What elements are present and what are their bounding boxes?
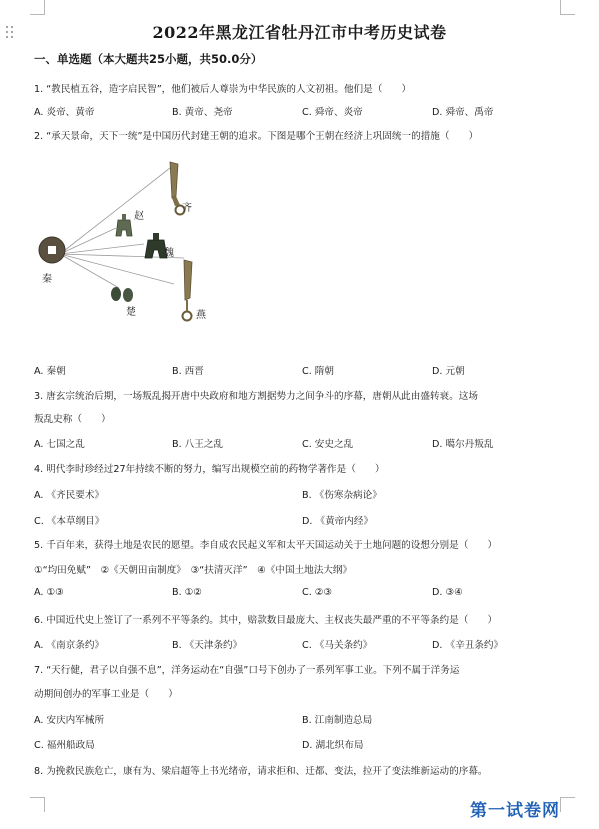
- coins-unification-figure: [34, 150, 234, 350]
- question-5-items: ①“均田免赋” ②《天朝田亩制度》 ③“扶清灭洋” ④《中国土地法大纲》: [34, 565, 353, 576]
- q3-option-b[interactable]: B. 八王之乱: [172, 439, 224, 450]
- question-1-stem: 1. “教民植五谷，造字启民智”，他们被后人尊崇为中华民族的人文初祖。他们是（ ）: [34, 84, 412, 95]
- q6-option-b[interactable]: B. 《天津条约》: [172, 640, 243, 651]
- question-3-stem-line1: 3. 唐玄宗统治后期，一场叛乱揭开唐中央政府和地方割据势力之间争斗的序幕，唐朝从此由盛转衰。这场: [34, 391, 478, 402]
- chu-ant-nose-coins-icon: [111, 287, 133, 302]
- q6-option-c[interactable]: C. 《马关条约》: [302, 640, 373, 651]
- label-qi: 齐: [182, 203, 192, 214]
- question-7-stem-line2: 动期间创办的军事工业是（ ）: [34, 689, 178, 700]
- q2-option-d[interactable]: D. 元朝: [432, 366, 465, 377]
- label-yan: 燕: [196, 310, 206, 321]
- coins-diagram: [34, 150, 234, 350]
- q4-option-c[interactable]: C. 《本草纲目》: [34, 516, 105, 527]
- question-3-stem-line2: 叛乱史称（ ）: [34, 414, 111, 425]
- label-wei: 魏: [164, 248, 174, 259]
- q3-option-c[interactable]: C. 安史之乱: [302, 439, 354, 450]
- question-2-stem: 2. “承天景命，天下一统”是中国历代封建王朝的追求。下图是哪个王朝在经济上巩固统一的措施（ ）: [34, 131, 479, 142]
- q7-option-d[interactable]: D. 湖北织布局: [302, 740, 364, 751]
- q6-option-a[interactable]: A. 《南京条约》: [34, 640, 105, 651]
- qin-coin-icon: [39, 237, 65, 263]
- q7-option-a[interactable]: A. 安庆内军械所: [34, 715, 105, 726]
- exam-title: 2022年黑龙江省牡丹江市中考历史试卷: [152, 23, 447, 42]
- q4-option-b[interactable]: B. 《伤寒杂病论》: [302, 490, 382, 501]
- yan-knife-coin-icon: [183, 260, 193, 321]
- q1-option-a[interactable]: A. 炎帝、黄帝: [34, 107, 95, 118]
- q5-option-b[interactable]: B. ①②: [172, 587, 202, 598]
- question-5-stem: 5. 千百年来，获得土地是农民的愿望。李自成农民起义军和太平天国运动关于土地问题的设想分别是（ ）: [34, 540, 498, 551]
- q1-option-c[interactable]: C. 舜帝、炎帝: [302, 107, 363, 118]
- q4-option-d[interactable]: D. 《黄帝内经》: [302, 516, 374, 527]
- question-8-stem: 8. 为挽救民族危亡，康有为、梁启超等上书光绪帝，请求拒和、迁都、变法，拉开了变法维新运动的序幕。: [34, 766, 488, 777]
- q4-option-a[interactable]: A. 《齐民要术》: [34, 490, 105, 501]
- label-zhao: 赵: [134, 211, 144, 222]
- q2-option-b[interactable]: B. 西晋: [172, 366, 204, 377]
- zhao-spade-coin-icon: [116, 214, 132, 236]
- label-qin: 秦: [42, 274, 52, 285]
- crop-mark-bottom-right: [560, 797, 575, 812]
- label-chu: 楚: [126, 307, 136, 318]
- crop-mark-top-left: [30, 0, 45, 15]
- q1-option-b[interactable]: B. 黄帝、尧帝: [172, 107, 233, 118]
- q6-option-d[interactable]: D. 《辛丑条约》: [432, 640, 504, 651]
- q5-option-a[interactable]: A. ①③: [34, 587, 64, 598]
- q3-option-d[interactable]: D. 噶尔丹叛乱: [432, 439, 494, 450]
- q5-option-c[interactable]: C. ②③: [302, 587, 332, 598]
- q3-option-a[interactable]: A. 七国之乱: [34, 439, 85, 450]
- crop-mark-bottom-left: [30, 797, 45, 812]
- section-heading: 一、单选题（本大题共25小题，共50.0分）: [34, 52, 263, 66]
- q5-option-d[interactable]: D. ③④: [432, 587, 463, 598]
- question-7-stem-line1: 7. “天行健，君子以自强不息”，洋务运动在“自强”口号下创办了一系列军事工业。下列不属于洋务运: [34, 665, 460, 676]
- q7-option-c[interactable]: C. 福州船政局: [34, 740, 95, 751]
- question-4-stem: 4. 明代李时珍经过27年持续不断的努力，编写出规模空前的药物学著作是（ ）: [34, 464, 385, 475]
- q7-option-b[interactable]: B. 江南制造总局: [302, 715, 373, 726]
- question-6-stem: 6. 中国近代史上签订了一系列不平等条约。其中，赔款数目最庞大、主权丧失最严重的不平等条约是（ ）: [34, 615, 498, 626]
- q2-option-c[interactable]: C. 隋朝: [302, 366, 334, 377]
- crop-mark-top-right: [560, 0, 575, 15]
- watermark-site-name: 第一试卷网: [470, 801, 560, 821]
- q2-option-a[interactable]: A. 秦朝: [34, 366, 66, 377]
- q1-option-d[interactable]: D. 舜帝、禹帝: [432, 107, 494, 118]
